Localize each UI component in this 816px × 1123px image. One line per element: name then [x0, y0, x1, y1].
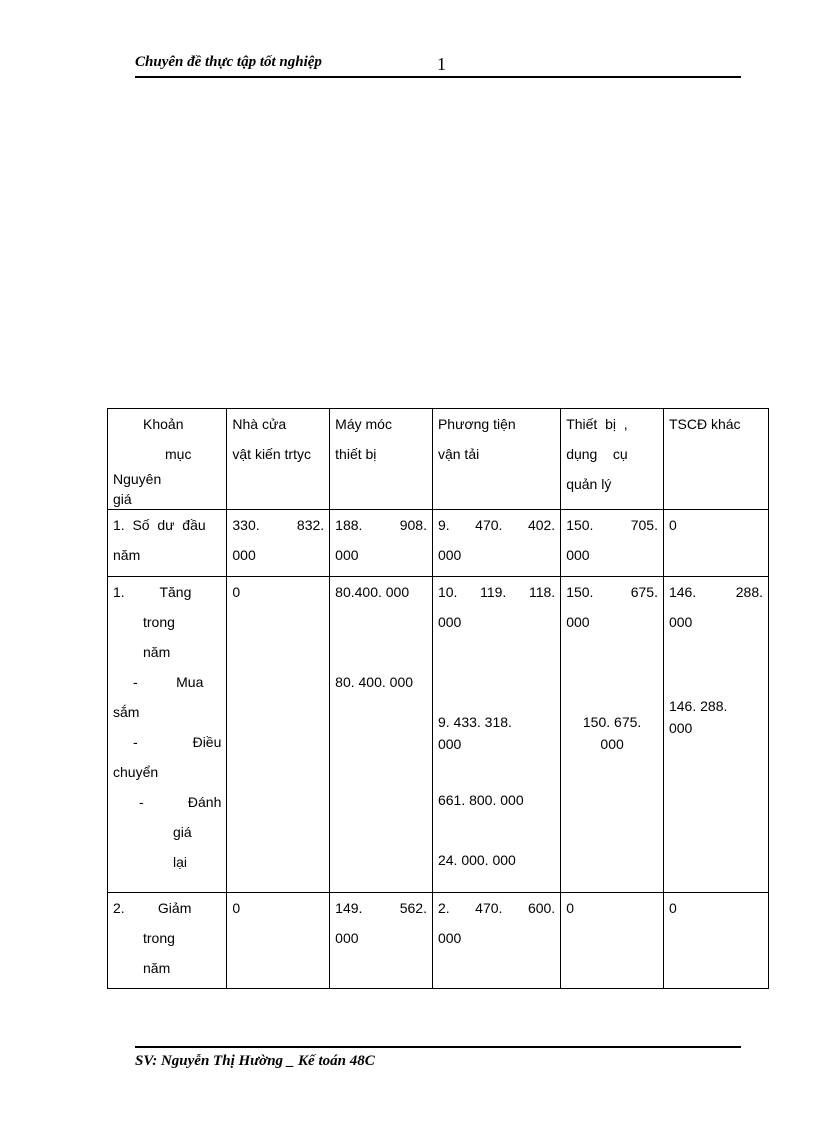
cell-text: 150.: [566, 517, 594, 533]
table-cell: [227, 510, 330, 577]
cell-text: 000: [335, 547, 359, 563]
header-text: TSCĐ khác: [668, 416, 741, 432]
row-label-text: lại: [173, 854, 188, 870]
header-text: Nguyên: [113, 471, 162, 487]
cell-text: 10.: [437, 584, 458, 600]
page-footer: [135, 1046, 741, 1069]
row-label-text: Đánh: [187, 794, 222, 810]
header-text: Phương tiện: [437, 416, 516, 432]
table-cell: [663, 577, 768, 893]
row-label-text: 2.: [113, 900, 125, 916]
row-label-text: Điều: [192, 734, 222, 750]
header-cell-nha-cua: [227, 409, 330, 510]
cell-text: 000: [437, 930, 462, 946]
row-label-text: chuyển: [113, 764, 159, 780]
row-label-text: sắm: [113, 704, 140, 720]
cell-text: 0: [232, 900, 241, 916]
header-text: quản lý: [566, 476, 612, 492]
table-cell: [561, 510, 664, 577]
header-text: vận tải: [437, 446, 480, 462]
cell-text: 9.: [437, 517, 450, 533]
cell-text: 150. 675.: [582, 714, 642, 730]
table-cell: [432, 577, 560, 893]
cell-text: 000: [437, 547, 462, 563]
cell-text: 562.: [399, 900, 427, 916]
header-title: Chuyên đề thực tập tốt nghiệp: [135, 54, 322, 70]
row-label-text: năm: [113, 547, 141, 563]
row-label-text: 1.: [113, 584, 125, 600]
cell-text: 000: [566, 614, 590, 630]
header-cell-thiet-bi: [561, 409, 664, 510]
table-cell: [330, 893, 433, 989]
row-label-text: -: [133, 674, 138, 690]
cell-text: 000: [437, 614, 462, 630]
header-text: Khoản: [143, 416, 184, 432]
row-label-so-du: [108, 510, 227, 577]
row-label-text: Giảm: [157, 900, 192, 916]
table-row: [108, 510, 769, 577]
header-cell-phuong-tien: [432, 409, 560, 510]
cell-text: 330.: [232, 517, 260, 533]
table-cell: [432, 510, 560, 577]
cell-text: 150.: [566, 584, 594, 600]
row-label-text: năm: [143, 644, 171, 660]
header-text: mục: [165, 446, 192, 462]
table-cell: [227, 893, 330, 989]
cell-text: 600.: [527, 900, 556, 916]
cell-text: 118.: [528, 584, 556, 600]
cell-text: 470.: [475, 517, 503, 533]
cell-text: 000: [566, 547, 590, 563]
fixed-asset-table: [107, 408, 769, 989]
row-label-text: 1. Số dư đầu: [113, 517, 206, 533]
cell-text: 80.400. 000: [335, 584, 410, 600]
cell-text: 832.: [296, 517, 325, 533]
header-text: Máy móc: [335, 416, 392, 432]
table-cell: [330, 577, 433, 893]
header-text: Nhà cửa: [232, 416, 287, 432]
row-label-text: -: [139, 794, 144, 810]
row-label-text: Mua: [176, 674, 204, 690]
cell-text: 0: [232, 584, 241, 600]
cell-text: 0: [668, 900, 677, 916]
header-text: thiết bị: [335, 446, 377, 462]
header-text: dụng cụ: [566, 446, 628, 462]
cell-text: 470.: [475, 900, 503, 916]
header-cell-may-moc: [330, 409, 433, 510]
cell-text: 705.: [630, 517, 658, 533]
header-text: giá: [113, 491, 132, 507]
header-cell-tscd-khac: [663, 409, 768, 510]
table-cell: [561, 893, 664, 989]
cell-text: 288.: [735, 584, 763, 600]
cell-text: 146.: [668, 584, 697, 600]
cell-text: 188.: [335, 517, 363, 533]
header-text: Thiết bị ,: [566, 416, 628, 432]
cell-text: 2.: [437, 900, 450, 916]
row-label-tang: [108, 577, 227, 893]
row-label-text: trong: [143, 614, 175, 630]
cell-text: 661. 800. 000: [437, 792, 524, 808]
cell-text: 146. 288.: [668, 698, 728, 714]
cell-text: 000: [600, 736, 624, 752]
page-number: 1: [437, 54, 446, 74]
cell-text: 000: [335, 930, 359, 946]
cell-text: 000: [232, 547, 256, 563]
table-cell: [432, 893, 560, 989]
table-row: [108, 577, 769, 893]
table-cell: [227, 577, 330, 893]
header-text: vật kiến trtyc: [232, 446, 311, 462]
cell-text: 0: [566, 900, 574, 916]
table-cell: [663, 510, 768, 577]
row-label-text: giá: [173, 824, 192, 840]
cell-text: 80. 400. 000: [335, 674, 414, 690]
table-cell: [330, 510, 433, 577]
cell-text: 0: [668, 517, 677, 533]
cell-text: 000: [668, 614, 693, 630]
row-label-giam: [108, 893, 227, 989]
cell-text: 675.: [630, 584, 658, 600]
cell-text: 402.: [527, 517, 556, 533]
page-header: [135, 54, 741, 78]
cell-text: 24. 000. 000: [437, 852, 516, 868]
row-label-text: Tăng: [159, 584, 192, 600]
cell-text: 000: [437, 736, 462, 752]
cell-text: 908.: [399, 517, 427, 533]
table-header-row: [108, 409, 769, 510]
cell-text: 149.: [335, 900, 363, 916]
row-label-text: -: [133, 734, 138, 750]
header-cell-khoan-muc: [108, 409, 227, 510]
row-label-text: năm: [143, 960, 171, 976]
table-cell: [561, 577, 664, 893]
cell-text: 000: [668, 720, 693, 736]
cell-text: 119.: [480, 584, 507, 600]
row-label-text: trong: [143, 930, 175, 946]
table-row: [108, 893, 769, 989]
table-cell: [663, 893, 768, 989]
cell-text: 9. 433. 318.: [437, 714, 512, 730]
footer-text: SV: Nguyễn Thị Hường _ Kế toán 48C: [135, 1053, 375, 1069]
